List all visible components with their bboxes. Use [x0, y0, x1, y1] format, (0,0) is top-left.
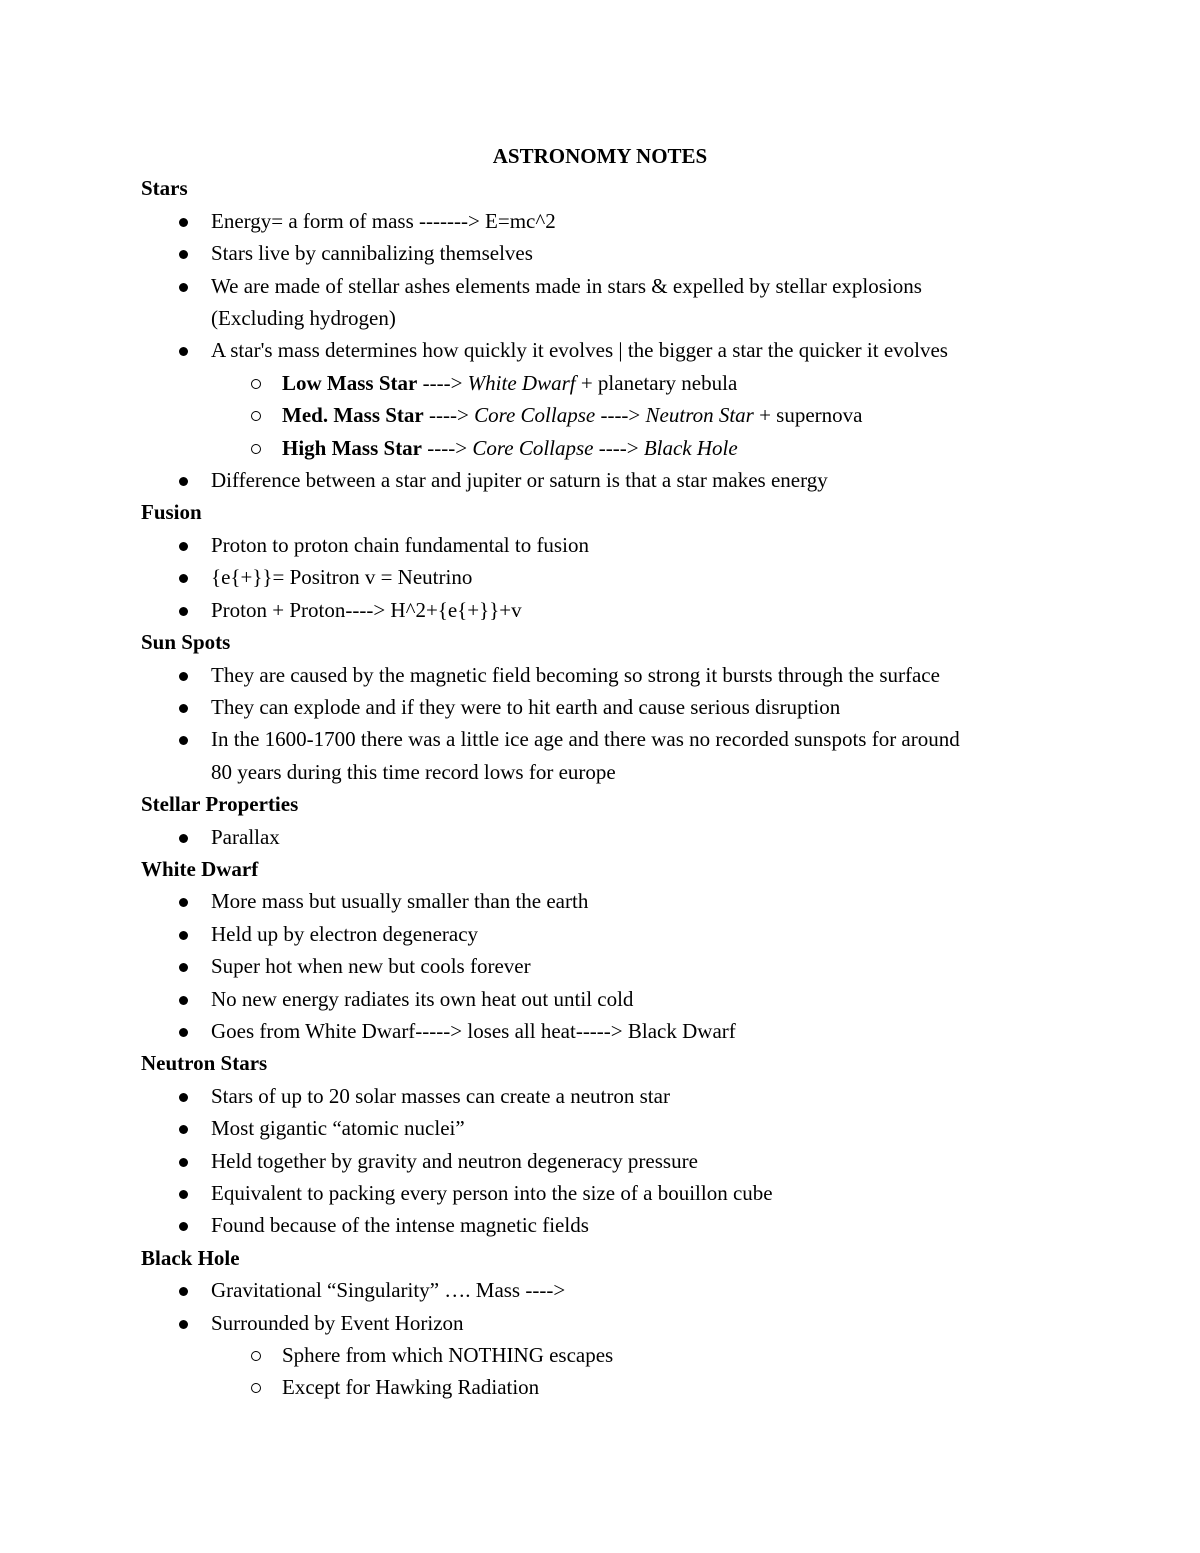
bullet-icon — [179, 834, 188, 843]
bullet-icon — [179, 736, 188, 745]
bullet-icon — [179, 1093, 188, 1102]
list-item: More mass but usually smaller than the earth — [141, 885, 1071, 917]
section-heading-white-dwarf: White Dwarf — [141, 856, 259, 881]
hollow-bullet-icon — [251, 411, 261, 421]
list-item: Surrounded by Event Horizon — [141, 1307, 1071, 1339]
bullet-icon — [179, 898, 188, 907]
section-heading-stars: Stars — [141, 176, 188, 201]
hollow-bullet-icon — [251, 379, 261, 389]
section-heading-stellar-properties: Stellar Properties — [141, 792, 299, 817]
bullet-icon — [179, 1320, 188, 1329]
bullet-icon — [179, 1190, 188, 1199]
sub-list-item-low-mass: Low Mass Star ----> White Dwarf + planetary nebula — [141, 367, 1071, 399]
list-item: No new energy radiates its own heat out until cold — [141, 983, 1071, 1015]
list-item: A star's mass determines how quickly it evolves | the bigger a star the quicker it evolves — [141, 334, 1071, 366]
bullet-icon — [179, 1158, 188, 1167]
sub-list-item-med-mass: Med. Mass Star ----> Core Collapse ----> Neutron Star + supernova — [141, 399, 1071, 431]
list-item: {e{+}}= Positron v = Neutrino — [141, 561, 1071, 593]
hollow-bullet-icon — [251, 1351, 261, 1361]
bullet-icon — [179, 672, 188, 681]
bullet-icon — [179, 1028, 188, 1037]
list-item: They can explode and if they were to hit earth and cause serious disruption — [141, 691, 1071, 723]
bullet-icon — [179, 542, 188, 551]
list-item: Held together by gravity and neutron degeneracy pressure — [141, 1145, 1071, 1177]
bullet-icon — [179, 1222, 188, 1231]
notes-body — [141, 140, 1071, 1404]
bullet-icon — [179, 607, 188, 616]
bullet-icon — [179, 931, 188, 940]
list-item: Difference between a star and jupiter or saturn is that a star makes energy — [141, 464, 1071, 496]
bullet-icon — [179, 704, 188, 713]
bullet-icon — [179, 250, 188, 259]
list-item: Stars live by cannibalizing themselves — [141, 237, 1071, 269]
bullet-icon — [179, 574, 188, 583]
section-heading-black-hole: Black Hole — [141, 1245, 240, 1270]
list-item: Stars of up to 20 solar masses can create a neutron star — [141, 1080, 1071, 1112]
sub-list-item: Sphere from which NOTHING escapes — [141, 1339, 1071, 1371]
list-item: Equivalent to packing every person into the size of a bouillon cube — [141, 1177, 1071, 1209]
list-item: Super hot when new but cools forever — [141, 950, 1071, 982]
bullet-icon — [179, 1287, 188, 1296]
list-item: Parallax — [141, 821, 1071, 853]
list-item: Found because of the intense magnetic fields — [141, 1209, 1071, 1241]
list-item: Proton + Proton----> H^2+{e{+}}+v — [141, 594, 1071, 626]
sub-list-item-high-mass: High Mass Star ----> Core Collapse ----> Black Hole — [141, 432, 1071, 464]
list-item: Proton to proton chain fundamental to fusion — [141, 529, 1071, 561]
bullet-icon — [179, 996, 188, 1005]
hollow-bullet-icon — [251, 444, 261, 454]
document-title: ASTRONOMY NOTES — [492, 144, 708, 168]
list-item: Goes from White Dwarf-----> loses all heat-----> Black Dwarf — [141, 1015, 1071, 1047]
bullet-icon — [179, 477, 188, 486]
list-item: We are made of stellar ashes elements made in stars & expelled by stellar explosions (Excluding hydrogen) — [141, 270, 1071, 335]
bullet-icon — [179, 218, 188, 227]
list-item: Held up by electron degeneracy — [141, 918, 1071, 950]
sub-list-item: Except for Hawking Radiation — [141, 1371, 1071, 1403]
list-item: They are caused by the magnetic field becoming so strong it bursts through the surface — [141, 659, 1071, 691]
bullet-icon — [179, 1125, 188, 1134]
list-item: In the 1600-1700 there was a little ice age and there was no recorded sunspots for around 80 years during this time record lows for europe — [141, 723, 1071, 788]
hollow-bullet-icon — [251, 1383, 261, 1393]
section-heading-sun-spots: Sun Spots — [141, 630, 231, 655]
section-heading-fusion: Fusion — [141, 500, 202, 525]
section-heading-neutron-stars: Neutron Stars — [141, 1051, 268, 1076]
bullet-icon — [179, 347, 188, 356]
list-item: Energy= a form of mass -------> E=mc^2 — [141, 205, 1071, 237]
list-item: Most gigantic “atomic nuclei” — [141, 1112, 1071, 1144]
bullet-icon — [179, 283, 188, 292]
bullet-icon — [179, 963, 188, 972]
list-item: Gravitational “Singularity” …. Mass ----> — [141, 1274, 1071, 1306]
